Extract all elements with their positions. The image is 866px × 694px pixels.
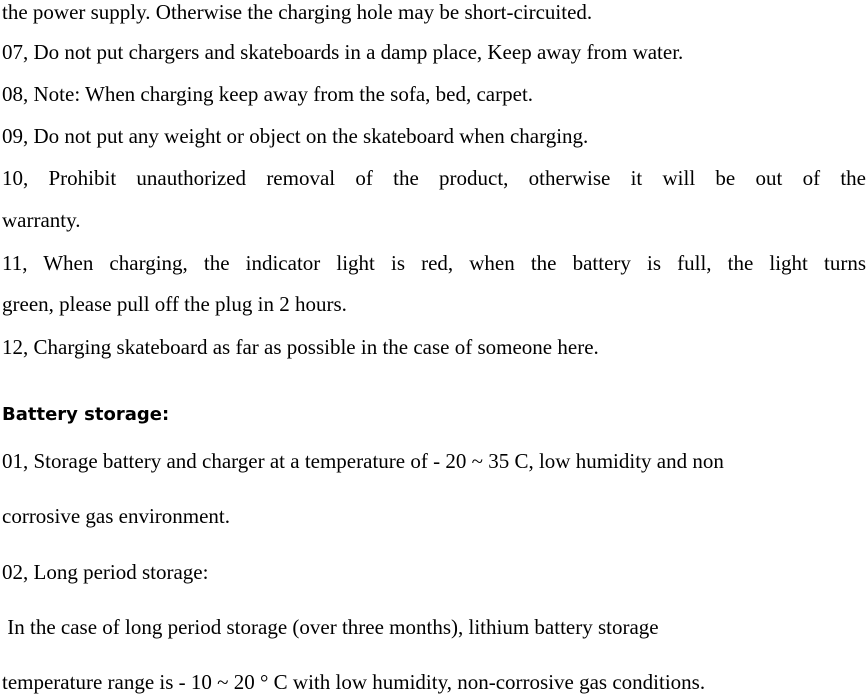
charging-note-11-line1: 11, When charging, the indicator light is red, when the battery is full, the light turns: [2, 251, 866, 275]
storage-item-02-detail-line1: In the case of long period storage (over three months), lithium battery storage: [2, 615, 659, 639]
battery-storage-heading: Battery storage:: [2, 404, 170, 425]
storage-item-01-line1: 01, Storage battery and charger at a temperature of - 20 ~ 35 C, low humidity and non: [2, 449, 724, 473]
charging-note-10-line2: warranty.: [2, 208, 81, 232]
storage-item-02-detail-line2: temperature range is - 10 ~ 20 ° C with low humidity, non-corrosive gas conditions.: [2, 670, 706, 694]
charging-note-10-line1: 10, Prohibit unauthorized removal of the product, otherwise it will be out of the: [2, 166, 866, 190]
charging-note-07: 07, Do not put chargers and skateboards in a damp place, Keep away from water.: [2, 40, 684, 64]
storage-item-01-line2: corrosive gas environment.: [2, 504, 231, 528]
charging-note-08: 08, Note: When charging keep away from the sofa, bed, carpet.: [2, 82, 534, 106]
charging-note-09: 09, Do not put any weight or object on the skateboard when charging.: [2, 124, 589, 148]
charging-note-12: 12, Charging skateboard as far as possible in the case of someone here.: [2, 335, 599, 359]
storage-item-02: 02, Long period storage:: [2, 560, 209, 584]
charging-note-continued: the power supply. Otherwise the charging hole may be short-circuited.: [2, 0, 593, 24]
charging-note-11-line2: green, please pull off the plug in 2 hours.: [2, 292, 347, 316]
